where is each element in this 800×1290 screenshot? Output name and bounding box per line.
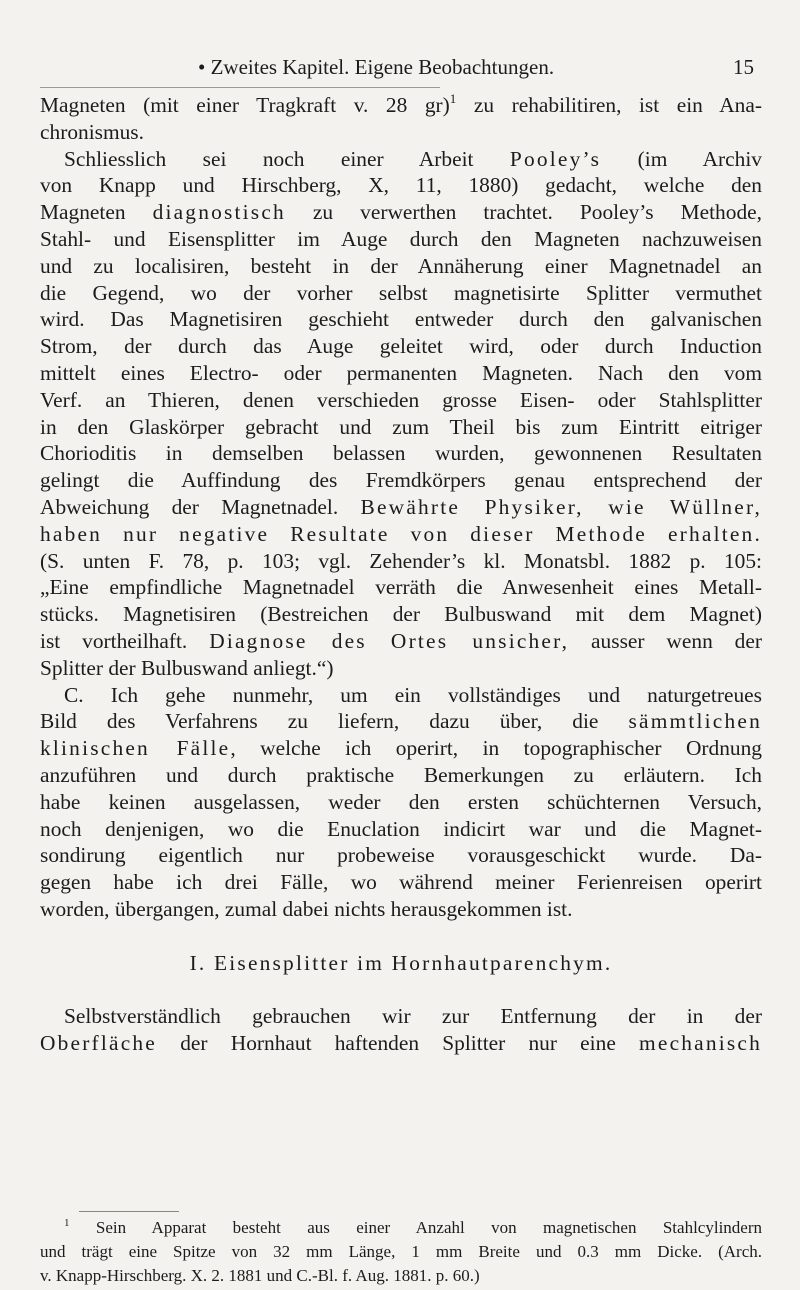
footnote-reference: 1 [449,91,457,106]
text-line: „Eine empfindliche Magnetnadel verräth die Anwesenheit eines Metall- [40,575,762,600]
text-line: von Knapp und Hirschberg, X, 11, 1880) gedacht, welche den [40,173,762,198]
text-line: haben nur negative Resultate von dieser Methode erhalten. [40,521,762,546]
text-line: Schliesslich sei noch einer Arbeit Pooley’s (im Archiv [64,146,762,171]
text-line: C. Ich gehe nunmehr, um ein vollständiges und naturgetreues [64,682,762,707]
running-head [40,52,760,82]
text-line: Magneten diagnostisch zu verwerthen trachtet. Pooley’s Methode, [40,200,762,225]
text-line: Chorioditis in demselben belassen wurden, gewonnenen Resultaten [40,441,762,466]
spaced-term-saemmtlichen: sämmtlichen [628,709,762,734]
footnote-line: $^1$ Sein Apparat besteht aus einer Anzahl von magnetischen Stahlcylindern [64,1217,762,1237]
text-line: Bild des Verfahrens zu liefern, dazu über, die sämmtlichen [40,709,762,734]
text-line: wird. Das Magnetisiren geschieht entweder durch den galvanischen [40,307,762,332]
spaced-term-oberflaeche: Oberfläche [40,1030,158,1055]
text-line: Selbstverständlich gebrauchen wir zur Entfernung der in der [64,1004,762,1029]
text-line: Stahl- und Eisensplitter im Auge durch den Magneten nachzuweisen [40,226,762,251]
main-text [40,92,762,1057]
text-line: habe keinen ausgelassen, weder den ersten schüchternen Versuch, [40,789,762,814]
text-line: sondirung eigentlich nur probeweise vorausgeschickt wurde. Da- [40,843,762,868]
text-line: worden, übergangen, zumal dabei nichts herausgekommen ist. [40,896,573,921]
text-line: und zu localisiren, besteht in der Annäherung einer Magnetnadel an [40,253,762,278]
text-line: klinischen Fälle, welche ich operirt, in topographischer Ordnung [40,736,762,761]
text-line: Strom, der durch das Auge geleitet wird, oder durch Induction [40,334,762,359]
text-line: in den Glaskörper gebracht und zum Theil bis zum Eintritt eitriger [40,414,762,439]
text-line: chronismus. [40,119,144,144]
spaced-term-diagnostisch: diagnostisch [152,200,286,225]
text-line: Oberfläche der Hornhaut haftenden Splitter nur eine mechanisch [40,1030,762,1055]
footnote-line: v. Knapp-Hirschberg. X. 2. 1881 und C.-Bl. f. Aug. 1881. p. 60.) [40,1266,480,1285]
spaced-phrase-diagnose: Diagnose des Ortes unsicher, [209,628,570,653]
spaced-phrase-physiker: Bewährte Physiker, wie Wüllner, [360,494,762,519]
text-line: Abweichung der Magnetnadel. Bewährte Physiker, wie Wüllner, [40,494,762,519]
spaced-name-pooley: Pooley’s [509,146,602,171]
spaced-term-mechanisch: mechanisch [639,1030,762,1055]
text-line: die Gegend, wo der vorher selbst magnetisirte Splitter vermuthet [40,280,762,305]
text-line: gelingt die Auffindung des Fremdkörpers genau entsprechend der [40,468,762,493]
text-line: gegen habe ich drei Fälle, wo während meiner Ferienreisen operirt [40,870,762,895]
text-line: mittelt eines Electro- oder permanenten Magneten. Nach den vom [40,360,762,385]
text-line: Magneten (mit einer Tragkraft v. 28 gr)$^1$ zu rehabilitiren, ist ein Ana- [40,91,762,117]
text-line: Verf. an Thieren, denen verschieden grosse Eisen- oder Stahlsplitter [40,387,762,412]
header-rule [40,87,440,88]
text-line: anzuführen und durch praktische Bemerkungen zu erläutern. Ich [40,762,762,787]
text-line: stücks. Magnetisiren (Bestreichen der Bulbuswand mit dem Magnet) [40,602,762,627]
page-number: 15 [733,55,754,79]
text-line: Splitter der Bulbuswand anliegt.“) [40,655,334,680]
text-line: (S. unten F. 78, p. 103; vgl. Zehender’s kl. Monatsbl. 1882 p. 105: [40,548,762,573]
section-heading: I. Eisensplitter im Hornhautparenchym. [189,950,613,975]
text-line: ist vortheilhaft. Diagnose des Ortes unsicher, ausser wenn der [40,628,762,653]
spaced-term-faelle: klinischen Fälle [40,736,231,761]
running-head-title: • Zweites Kapitel. Eigene Beobachtungen. [198,55,555,79]
footnote-line: und trägt eine Spitze von 32 mm Länge, 1 mm Breite und 0.3 mm Dicke. (Arch. [40,1242,762,1261]
footnote [40,1216,762,1288]
text-line: noch denjenigen, wo die Enuclation indicirt war und die Magnet- [40,816,762,841]
footnote-rule [79,1211,179,1212]
footnote-mark: 1 [64,1217,70,1229]
